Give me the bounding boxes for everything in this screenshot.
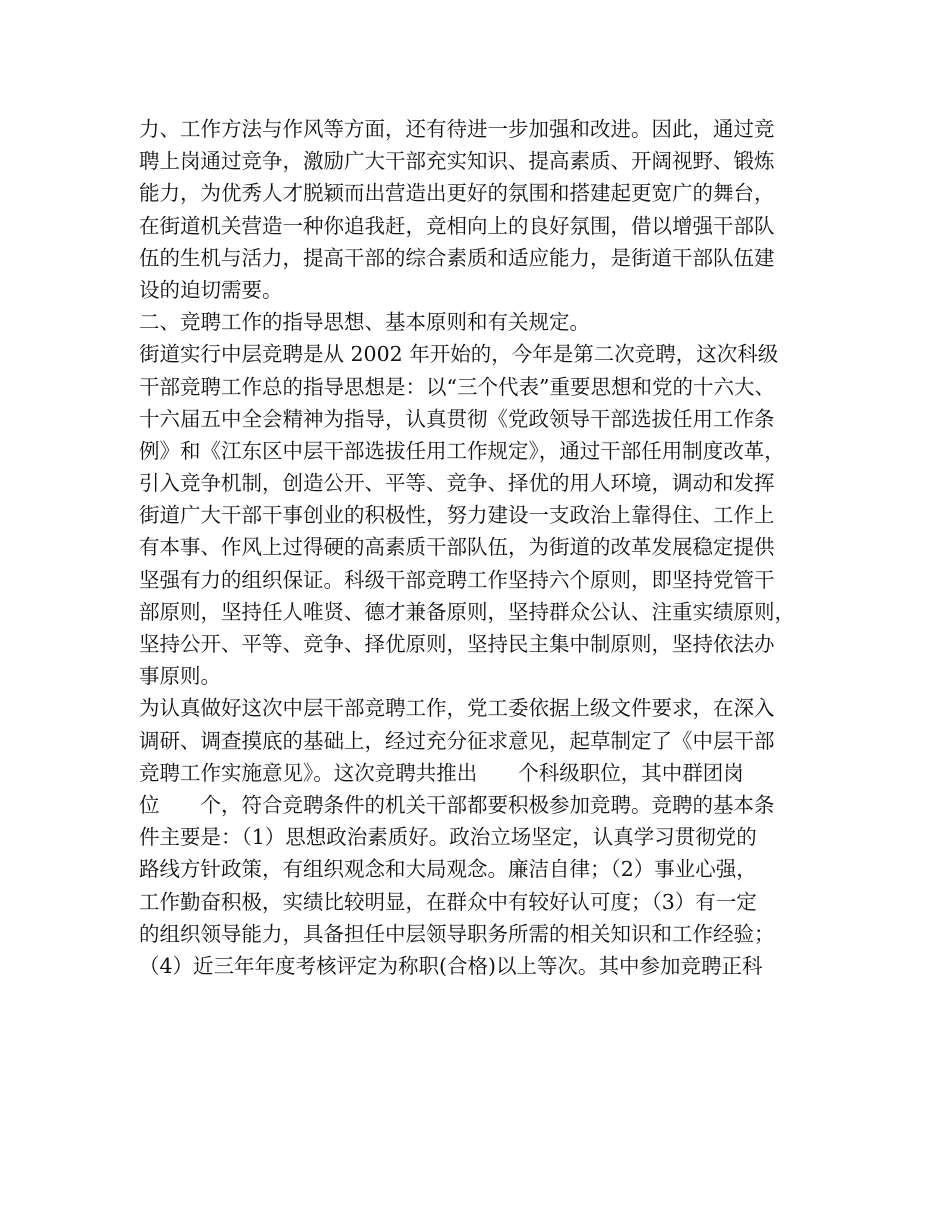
text-line: 力、工作方法与作风等方面，还有待进一步加强和改进。因此，通过竞 bbox=[139, 117, 775, 141]
text-line: 十六届五中全会精神为指导，认真贯彻《党政领导干部选拔任用工作条 bbox=[139, 406, 775, 431]
text-line: 例》和《江东区中层干部选拔任用工作规定》，通过干部任用制度改革， bbox=[139, 438, 785, 463]
text-line: 在街道机关营造一种你追我赶，竞相向上的良好氛围，借以增强干部队 bbox=[139, 213, 775, 238]
text-line: 引入竞争机制，创造公开、平等、竞争、择优的用人环境，调动和发挥 bbox=[139, 471, 775, 496]
text-line: 干部竞聘工作总的指导思想是：以“三个代表”重要思想和党的十六大、 bbox=[139, 374, 775, 399]
text-line: 坚强有力的组织保证。科级干部竞聘工作坚持六个原则，即坚持党管干 bbox=[139, 567, 775, 592]
section-heading: 二、竞聘工作的指导思想、基本原则和有关规定。 bbox=[139, 310, 590, 335]
text-line: 设的迫切需要。 bbox=[139, 277, 283, 302]
text-line: 调研、调查摸底的基础上，经过充分征求意见，起草制定了《中层干部 bbox=[139, 728, 775, 753]
text-line: 竞聘工作实施意见》。这次竞聘共推出 个科级职位，其中群团岗 bbox=[139, 760, 744, 785]
text-line: 有本事、作风上过得硬的高素质干部队伍，为街道的改革发展稳定提供 bbox=[139, 535, 775, 560]
text-line: 街道实行中层竞聘是从 2002 年开始的，今年是第二次竞聘，这次科级 bbox=[139, 342, 779, 367]
text-line: 部原则，坚持任人唯贤、德才兼备原则，坚持群众公认、注重实绩原则， bbox=[139, 599, 795, 624]
text-line: 事原则。 bbox=[139, 664, 221, 689]
text-line: （4）近三年年度考核评定为称职(合格)以上等次。其中参加竞聘正科 bbox=[139, 953, 763, 978]
text-line: 坚持公开、平等、竞争、择优原则，坚持民主集中制原则，坚持依法办 bbox=[139, 632, 775, 656]
text-line: 位 个，符合竞聘条件的机关干部都要积极参加竞聘。竞聘的基本条 bbox=[139, 792, 775, 817]
document-body bbox=[139, 113, 829, 982]
text-line: 件主要是：（1）思想政治素质好。政治立场坚定，认真学习贯彻党的 bbox=[139, 825, 757, 850]
text-line: 的组织领导能力，具备担任中层领导职务所需的相关知识和工作经验； bbox=[139, 921, 775, 946]
text-line: 能力，为优秀人才脱颖而出营造出更好的氛围和搭建起更宽广的舞台， bbox=[139, 181, 775, 206]
text-line: 为认真做好这次中层干部竞聘工作，党工委依据上级文件要求，在深入 bbox=[139, 696, 775, 721]
text-line: 路线方针政策，有组织观念和大局观念。廉洁自律；（2）事业心强， bbox=[139, 857, 757, 882]
text-line: 伍的生机与活力，提高干部的综合素质和适应能力，是街道干部队伍建 bbox=[139, 245, 775, 270]
text-line: 聘上岗通过竞争，激励广大干部充实知识、提高素质、开阔视野、锻炼 bbox=[139, 149, 775, 174]
text-line: 工作勤奋积极，实绩比较明显，在群众中有较好认可度；（3）有一定 bbox=[139, 889, 757, 914]
text-line: 街道广大干部干事创业的积极性，努力建设一支政治上靠得住、工作上 bbox=[139, 503, 775, 528]
